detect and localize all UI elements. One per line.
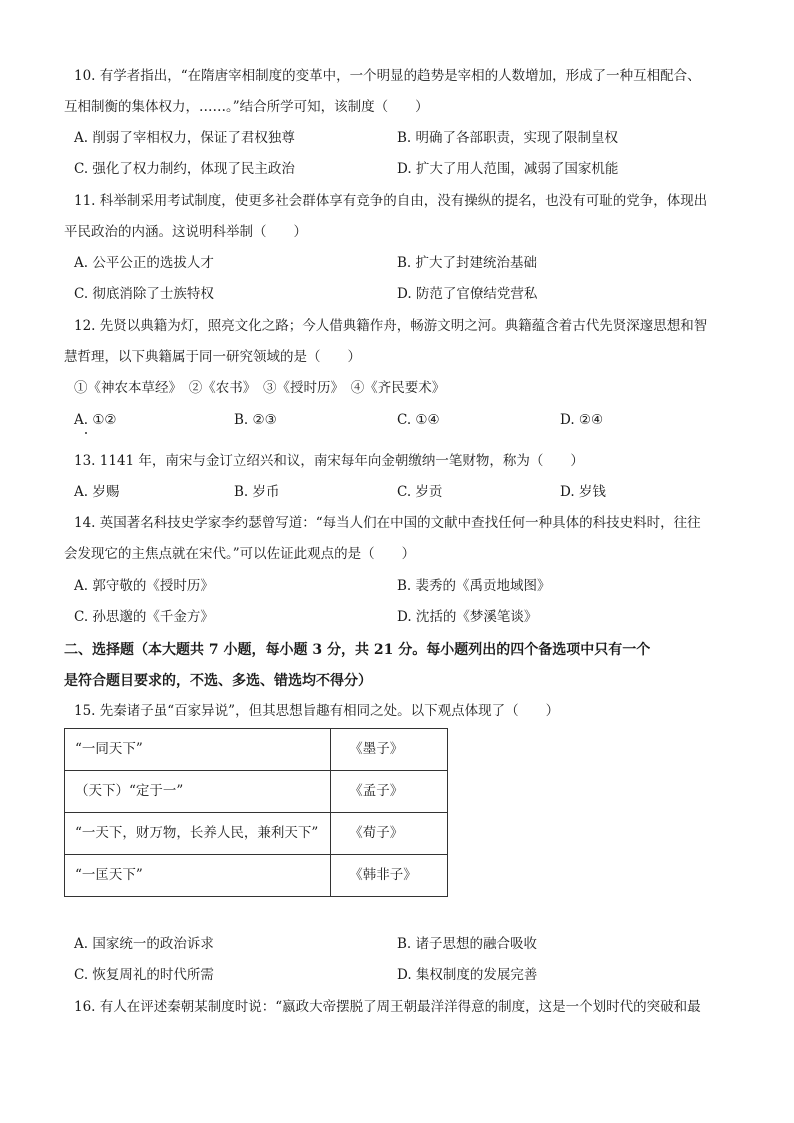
question-12-stem-line1: 12. 先贤以典籍为灯，照亮文化之路；今人借典籍作舟，畅游文明之河。典籍蕴含着古代先贤深邃思想和智: [74, 318, 708, 334]
question-15-source-table: [64, 728, 448, 897]
question-15-stem: 15. 先秦诸子虽“百家异说”，但其思想旨趣有相同之处。以下观点体现了（ ）: [74, 703, 560, 719]
question-14-option-d[interactable]: D. 沈括的《梦溪笔谈》: [397, 609, 538, 625]
question-11-option-c[interactable]: C. 彻底消除了士族特权: [74, 286, 214, 302]
table-cell-quote: （天下）“定于一”: [65, 771, 331, 813]
question-10-option-b[interactable]: B. 明确了各部职责，实现了限制皇权: [397, 130, 619, 146]
question-15-option-a[interactable]: A. 国家统一的政治诉求: [74, 936, 214, 952]
question-11-option-d[interactable]: D. 防范了官僚结党营私: [397, 286, 538, 302]
section-2-heading-line1: 二、选择题（本大题共 7 小题，每小题 3 分，共 21 分。每小题列出的四个备选项中只有一个: [64, 642, 651, 658]
table-cell-source: 《韩非子》: [331, 855, 448, 897]
question-14-option-a[interactable]: A. 郭守敬的《授时历》: [74, 578, 214, 594]
question-11-option-a[interactable]: A. 公平公正的选拔人才: [74, 255, 214, 271]
question-11-stem-line1: 11. 科举制采用考试制度，使更多社会群体享有竞争的自由，没有操纵的提名，也没有可耻的党争，体现出: [74, 193, 708, 209]
table-row: [65, 729, 448, 771]
question-12-items: ①《神农本草经》 ②《农书》 ③《授时历》 ④《齐民要术》: [74, 380, 446, 396]
table-cell-source: 《荀子》: [331, 813, 448, 855]
table-cell-quote: “一同天下”: [65, 729, 331, 771]
question-11-stem-line2: 平民政治的内涵。这说明科举制（ ）: [64, 224, 307, 240]
question-14-stem-line1: 14. 英国著名科技史学家李约瑟曾写道：“每当人们在中国的文献中查找任何一种具体的科技史料时，往往: [74, 515, 701, 531]
question-15-option-b[interactable]: B. 诸子思想的融合吸收: [397, 936, 538, 952]
table-cell-source: 《墨子》: [331, 729, 448, 771]
question-10-option-d[interactable]: D. 扩大了用人范围，减弱了国家机能: [397, 161, 619, 177]
table-cell-quote: “一匡天下”: [65, 855, 331, 897]
question-14-option-b[interactable]: B. 裴秀的《禹贡地域图》: [397, 578, 551, 594]
question-12-option-c[interactable]: C. ①④: [397, 412, 440, 428]
question-10-option-a[interactable]: A. 削弱了宰相权力，保证了君权独尊: [74, 130, 295, 146]
question-10-stem-line2: 互相制衡的集体权力，……。”结合所学可知，该制度（ ）: [64, 99, 429, 115]
question-13-option-a[interactable]: A. 岁赐: [74, 484, 120, 500]
question-12-option-a[interactable]: A. ①②: [74, 412, 117, 428]
question-12-option-b[interactable]: B. ②③: [234, 412, 277, 428]
table-row: [65, 855, 448, 897]
question-11-option-b[interactable]: B. 扩大了封建统治基础: [397, 255, 538, 271]
question-16-stem-line1: 16. 有人在评述秦朝某制度时说：“嬴政大帝摆脱了周王朝最洋洋得意的制度，这是一个划时代的突破和最: [74, 999, 701, 1015]
question-14-option-c[interactable]: C. 孙思邈的《千金方》: [74, 609, 214, 625]
question-10-option-c[interactable]: C. 强化了权力制约，体现了民主政治: [74, 161, 295, 177]
question-13-option-b[interactable]: B. 岁币: [234, 484, 280, 500]
section-2-heading-line2: 是符合题目要求的，不选、多选、错选均不得分）: [64, 673, 372, 689]
question-12-option-d[interactable]: D. ②④: [560, 412, 604, 428]
question-15-option-c[interactable]: C. 恢复周礼的时代所需: [74, 967, 214, 983]
table-cell-source: 《孟子》: [331, 771, 448, 813]
question-12-stem-line2: 慧哲理，以下典籍属于同一研究领域的是（ ）: [64, 349, 361, 365]
table-row: [65, 813, 448, 855]
question-13-option-c[interactable]: C. 岁贡: [397, 484, 443, 500]
question-13-option-d[interactable]: D. 岁钱: [560, 484, 606, 500]
question-13-stem: 13. 1141 年，南宋与金订立绍兴和议，南宋每年向金朝缴纳一笔财物，称为（ ）: [74, 453, 584, 469]
question-10-stem-line1: 10. 有学者指出，“在隋唐宰相制度的变革中，一个明显的趋势是宰相的人数增加，形成了一种互相配合、: [74, 68, 701, 84]
table-row: [65, 771, 448, 813]
decorative-dot: [85, 432, 87, 434]
question-15-option-d[interactable]: D. 集权制度的发展完善: [397, 967, 538, 983]
question-14-stem-line2: 会发现它的主焦点就在宋代。”可以佐证此观点的是（ ）: [64, 546, 416, 562]
table-cell-quote: “一天下，财万物，长养人民，兼利天下”: [65, 813, 331, 855]
